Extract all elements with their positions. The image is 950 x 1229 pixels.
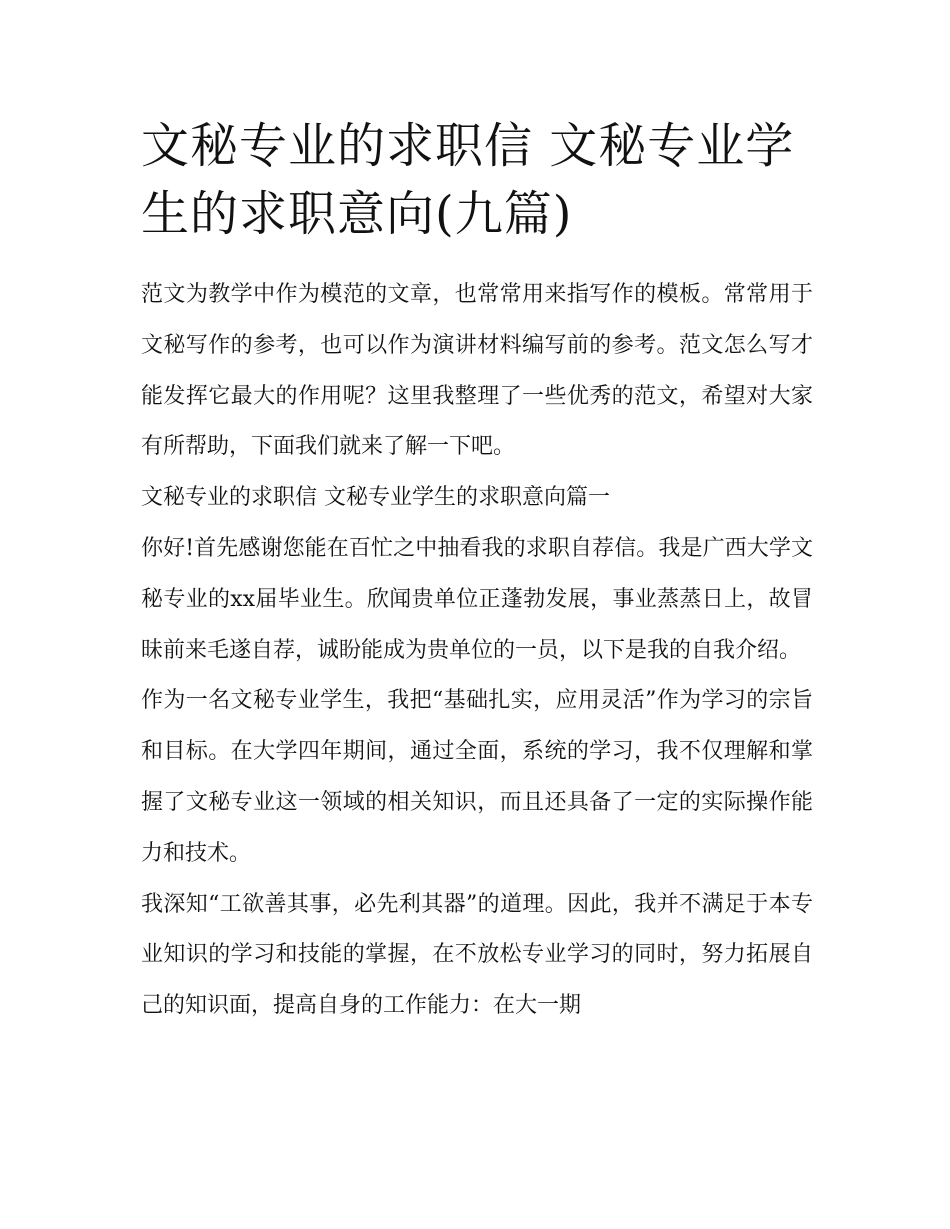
section-heading: 文秘专业的求职信 文秘专业学生的求职意向篇一 [141, 485, 610, 511]
document-page [141, 112, 813, 1032]
document-body [141, 270, 813, 1032]
intro-paragraph: 范文为教学中作为模范的文章，也常常用来指写作的模板。常常用于文秘写作的参考，也可以作为演讲材料编写前的参考。范文怎么写才能发挥它最大的作用呢？这里我整理了一些优秀的范文，希望对大家有所帮助，下面我们就来了解一下吧。 [141, 282, 813, 460]
letter-paragraph: 作为一名文秘专业学生，我把“基础扎实，应用灵活”作为学习的宗旨和目标。在大学四年期间，通过全面，系统的学习，我不仅理解和掌握了文秘专业这一领域的相关知识，而且还具备了一定的实际操作能力和技术。 [141, 688, 813, 866]
document-title: 文秘专业的求职信 文秘专业学生的求职意向(九篇) [141, 118, 795, 242]
letter-paragraph: 我深知“工欲善其事，必先利其器”的道理。因此，我并不满足于本专业知识的学习和技能的掌握，在不放松专业学习的同时，努力拓展自己的知识面，提高自身的工作能力：在大一期 [141, 891, 813, 1019]
letter-paragraph: 你好!首先感谢您能在百忙之中抽看我的求职自荐信。我是广西大学文秘专业的xx届毕业生。欣闻贵单位正蓬勃发展，事业蒸蒸日上，故冒昧前来毛遂自荐，诚盼能成为贵单位的一员，以下是我的自我介绍。 [141, 535, 813, 663]
